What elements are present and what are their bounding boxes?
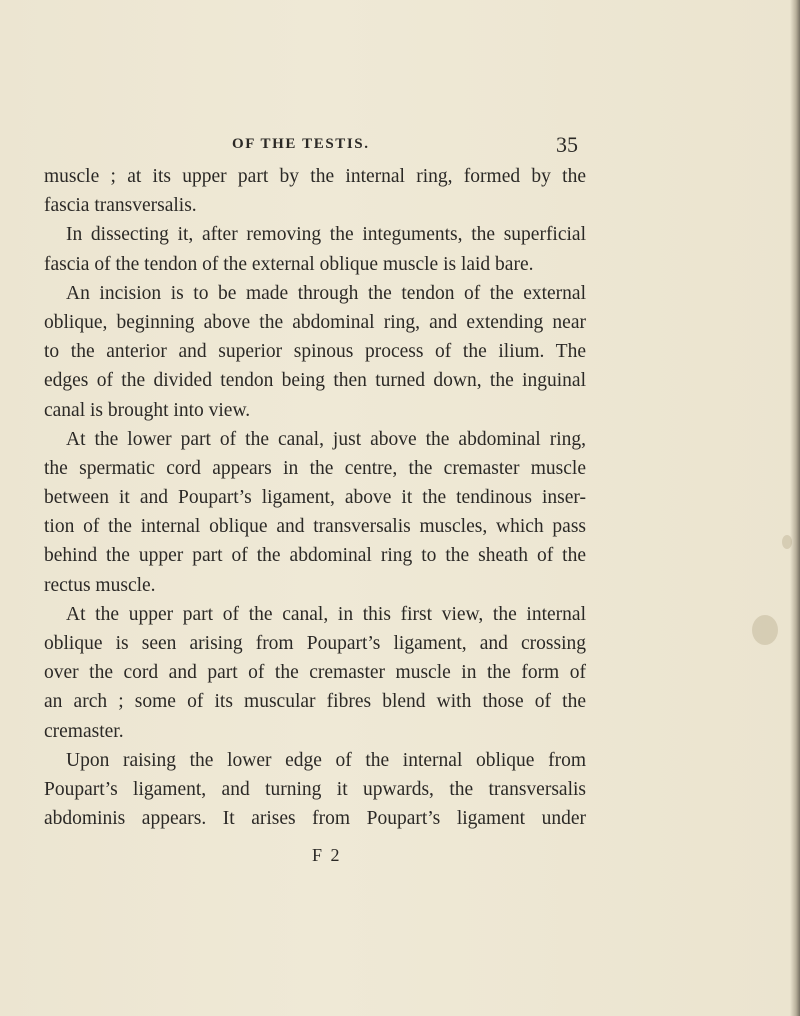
text-line: canal is brought into view.	[44, 399, 251, 421]
page-number: 35	[556, 132, 578, 157]
text-line: over the cord and part of the cremaster muscle in the form of	[44, 662, 586, 684]
text-line: At the upper part of the canal, in this first view, the internal	[66, 603, 586, 625]
page-edge-shadow	[790, 0, 800, 1016]
text-line: fascia transversalis.	[44, 195, 197, 217]
text-line: tion of the internal oblique and transversalis muscles, which pass	[44, 516, 586, 538]
paper-stain	[752, 615, 778, 645]
signature-mark: F 2	[312, 845, 342, 865]
running-title: OF THE TESTIS.	[232, 136, 370, 152]
text-line: cremaster.	[44, 720, 124, 742]
text-line: to the anterior and superior spinous process of the ilium. The	[44, 341, 586, 363]
text-line: edges of the divided tendon being then turned down, the inguinal	[44, 370, 586, 392]
text-line: At the lower part of the canal, just above the abdominal ring,	[66, 428, 586, 450]
text-line: an arch ; some of its muscular fibres blend with those of the	[44, 691, 586, 713]
text-line: Upon raising the lower edge of the internal oblique from	[66, 749, 586, 771]
text-line: behind the upper part of the abdominal ring to the sheath of the	[44, 545, 586, 567]
text-line: Poupart’s ligament, and turning it upwards, the transversalis	[44, 778, 586, 800]
text-line: fascia of the tendon of the external oblique muscle is laid bare.	[44, 253, 534, 275]
running-header	[0, 132, 800, 162]
body-text	[44, 162, 586, 833]
text-line: oblique is seen arising from Poupart’s ligament, and crossing	[44, 633, 586, 654]
text-line: between it and Poupart’s ligament, above it the tendinous inser-	[44, 487, 586, 509]
text-line: abdominis appears. It arises from Poupart’s ligament under	[44, 808, 586, 830]
text-line: oblique, beginning above the abdominal ring, and extending near	[44, 311, 586, 333]
text-line: In dissecting it, after removing the integuments, the superficial	[66, 224, 586, 246]
text-line: An incision is to be made through the tendon of the external	[66, 282, 586, 304]
text-line: rectus muscle.	[44, 574, 156, 596]
text-line: muscle ; at its upper part by the internal ring, formed by the	[44, 166, 586, 187]
text-line: the spermatic cord appears in the centre, the cremaster muscle	[44, 457, 586, 479]
